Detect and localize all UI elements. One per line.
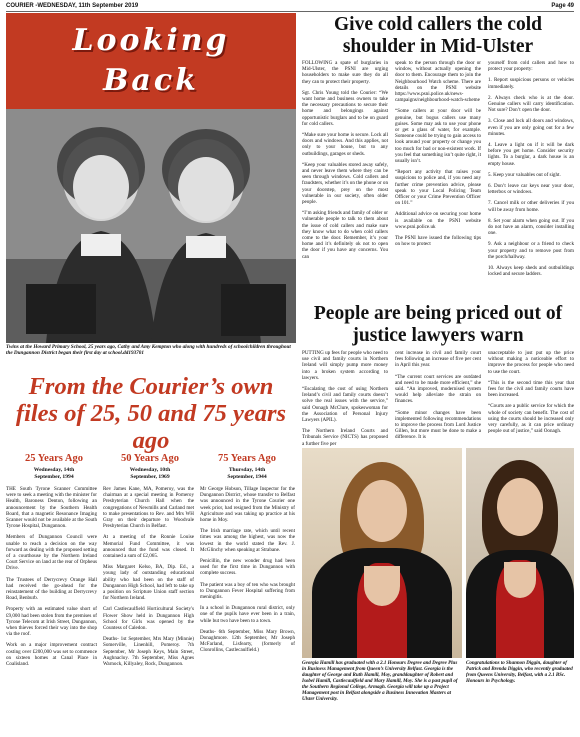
article-paragraph: Mr George Hobson, Tillage Inspector for the Dungannon District, whose transfer to Belfast was announced in the Tyrone Courier one week prior, had resigned from the Ministry of Agriculture and was taking up practice at his home in Moy.	[200, 486, 295, 524]
article-paragraph: “Escalating the cost of using Northern Ireland’s civil and family courts doesn’t solve the real issues with the service,” said Oonagh McClure, spokeswoman for the Association of Personal Injury Lawyers (APIL).	[302, 386, 388, 424]
page-number: Page 49	[551, 3, 574, 9]
page-header	[6, 2, 574, 12]
justice-headline: People are being priced out of justice lawyers warn	[313, 303, 563, 346]
article-paragraph: Carl Castlecaulfield Horticultural Society's Flower Show held in Dungannon High School for Girls was opened by the Countess of Caledon.	[103, 606, 194, 632]
article-paragraph: Members of Dungannon Council were unable to reach a decision on the way forward as dealing with the proposed setting of a courthouse by the Northern Ireland Court Service on land at the rear of Orpheus Drive.	[6, 534, 97, 572]
article-paragraph: “I’m asking friends and family of older or vulnerable people to talk to them about the issue of cold callers and make sure they know what to do when cold callers come to the door. Remember, it’s your home and it’s definitely ok not to open the door if you have any concerns. You can	[302, 210, 388, 260]
article-paragraph: FOLLOWING a spate of burglaries in Mid-Ulster, the PSNI are urging householders to make sure they do all they can to protect their property.	[302, 60, 388, 85]
article-paragraph: unacceptable to just put up the price without making a noticeable effort to improve the process for people who need to use the court.	[488, 350, 574, 375]
date-line-2: September, 1994	[34, 474, 74, 480]
article-paragraph: “Courts are a public service for which the whole of society can benefit. The cost of using the courts should be increased only very carefully, as it can price ordinary people out of justice,” said Oonagh.	[488, 403, 574, 435]
date-line-1: Wednesday, 10th	[129, 467, 171, 473]
twins-photo-image	[6, 109, 296, 343]
year-heading-50: 50 Years Ago	[121, 453, 179, 464]
date-line-1: Thursday, 14th	[228, 467, 266, 473]
article-paragraph: The patient was a boy of ten who was brought to Dungannon Fever Hospital suffering from meningitis.	[200, 581, 295, 601]
justice-column-3	[488, 350, 574, 439]
cold-callers-column-1	[302, 60, 388, 265]
tip-item: 4. Leave a light on if it will be dark before you get home. Consider security lights. To a burglar, a dark house is an empty house.	[488, 142, 574, 167]
banner-word-looking: Looking	[72, 23, 230, 58]
column-50-years	[103, 486, 194, 672]
column-25-years	[6, 486, 97, 672]
article-paragraph: cent increase in civil and family court fees following an increase of five per cent in April this year.	[395, 350, 481, 369]
neck	[504, 562, 536, 598]
article-paragraph: yourself from cold callers and how to protect your property:	[488, 60, 574, 73]
article-paragraph: The PSNI have issued the following tips on how to protect	[395, 235, 481, 248]
cold-callers-column-2	[395, 60, 481, 252]
article-paragraph: Rev James Kane, MA, Pomeroy, was the chairman at a special meeting in Pomeroy Presbyterian Church Hall when the congregations of Newmills and Carland met to make presentations to Rev. and Mrs WH Gray on their departure to Woodvale Presbyterian Church in Belfast.	[103, 486, 194, 530]
header-publication: COURIER -WEDNESDAY, 11th September 2019	[6, 3, 139, 9]
tip-item: 2. Always check who is at the door. Genuine callers will carry identification. Not sure? Don’t open the door.	[488, 94, 574, 114]
article-paragraph: “This is the second time this year that fees for the civil and family courts have been increased.	[488, 379, 574, 399]
article-paragraph: Deaths- 1st September, Mrs Mary (Minnie) Somerville, Linenhill, Pomeroy. 7th September, Mr Joseph Keys, Main Street, Aughnacloy. 7th September, Miss Agnes Warnock, Killyaley, Rock, Dungannon.	[103, 636, 194, 668]
article-paragraph: The Trustees of Derrycrevy Orange Hall had received the go-ahead for the reinstatement of the building at Derrycrevy Road, Benburb.	[6, 576, 97, 602]
year-date-75	[199, 467, 295, 481]
column-75-years	[200, 486, 295, 659]
article-paragraph: “Some callers at your door will be genuine, but bogus callers use many guises. Some may ask to use your phone or get a glass of water, for example. Someone could be trying to gain access to look around your property or change you too much for bad or non-existent work. If you feel that something isn’t quite right, it usually isn’t.	[395, 108, 481, 165]
tip-item: 7. Cancel milk or other deliveries if you will be away from home.	[488, 200, 574, 213]
cold-callers-column-3	[488, 60, 574, 282]
article-paragraph: Work on a major improvement contract costing over £200,000 was set to commence on sixteen homes at Canal Place in Coalisland.	[6, 642, 97, 668]
article-paragraph: At a meeting of the Ronnie Louise Memorial Fund Committee, it was announced that the fund was closed. It contained a sum of £2,065.	[103, 534, 194, 560]
date-line-2: September, 1944	[227, 474, 267, 480]
neck	[364, 566, 400, 606]
looking-back-banner	[6, 13, 296, 109]
article-paragraph: “Keep your valuables stored away safely, and never leave them where they can be seen through windows. Cold callers and fraudsters, whether it’s on the phone or on your doorstep, prey on the most vulnerable in our society, often older people.	[302, 161, 389, 206]
graduate-caption-georgia: Georgia Hamill has graduated with a 2.1 Honours Degree and Degree Plus in Business Management from Queen’s University Belfast. Georgia is the daughter of George and Ruth Hamill, Moy, granddaughter of Robert and Isobel Hamill, Castlecaulfield and Mary Hamill, Moy. She is a past pupil of the Southern Regional College, Armagh. Georgia will take up a Project Management post in Belfast alongside a Business Innovation Masters at Ulster University.	[302, 661, 458, 702]
banner-word-back: Back	[103, 63, 199, 98]
tip-item: 3. Close and lock all doors and windows, even if you are only going out for a few minutes.	[488, 118, 574, 137]
tip-item: 6. Don’t leave car keys near your door, letterbox or windows.	[488, 183, 574, 196]
article-paragraph: Penicillin, the new wonder drug had been used for the first time in Dungannon with complete success.	[200, 558, 295, 577]
article-paragraph: In a school in Dungannon rural district, only one of the pupils have ever been in a train, while but two have been to a town.	[200, 605, 295, 624]
year-heading-25: 25 Years Ago	[25, 453, 83, 464]
article-paragraph: Deaths- 6th September, Miss Mary Brown, Donaghmore. 12th September, Mr Joseph McFarland, Lisfearty, (formerly of Clonrollins, Castlecaulfield.)	[200, 628, 295, 654]
tip-item: 9. Ask a neighbour or a friend to check your property and to remove post from the porch/hallway.	[488, 241, 574, 260]
justice-column-2	[395, 350, 481, 446]
face	[497, 478, 543, 536]
article-paragraph: Additional advice on securing your home is available on the PSNI website www.psni.police.uk	[395, 211, 481, 230]
year-date-50	[102, 467, 198, 481]
article-paragraph: The Northern Ireland Courts and Tribunals Service (NICTS) has proposed a further five per	[302, 428, 388, 447]
date-line-2: September, 1969	[130, 474, 170, 480]
article-paragraph: THE South Tyrone Scanner Committee were to seek a meeting with the minister for Health, Baroness Denton, following an announcement by the Southern Health Board, that a magnetic Resonance Imaging Scanner would not be available at the South Tyrone Hospital, Dungannon.	[6, 486, 97, 530]
article-paragraph: The Irish marriage rate, which until recent times was among the highest, was now the lowest in the world stated the Rev. J. McGlinchy when speaking at Strabane.	[200, 528, 295, 553]
article-paragraph: Property with an estimated value short of £9,000 had been stolen from the premises of Tyrone Telecom at Irish Street, Dungannon, when thieves forced their way into the shop via the roof.	[6, 606, 97, 638]
article-paragraph: Miss Margaret Kelso, BA, Dip. Ed., a young lady of outstanding educational ability who had been on the staff of Dungannon High School, had left to take up a position on Scripture Union staff section for Northern Ireland.	[103, 564, 194, 602]
year-date-25	[6, 467, 102, 481]
year-heading-75: 75 Years Ago	[218, 453, 276, 464]
article-paragraph: “Some minor changes have been implemented following recommendations to improve the process from Lord Justice Gillen, but more must be done to make a difference. It is	[395, 409, 481, 441]
cold-callers-headline: Give cold callers the cold shoulder in Mid-Ulster	[334, 14, 542, 57]
justice-column-1	[302, 350, 388, 452]
graduate-caption-shannon: Congratulations to Shannon Diggin, daughter of Patrick and Brenda Diggin, who recently graduated from Queens University, Belfast, with a 2.1 BSc. Honours in Psychology.	[466, 661, 573, 684]
tip-item: 5. Keep your valuables out of sight.	[488, 171, 561, 178]
article-paragraph: speak to the person through the door or window, without actually opening the door to them. Encourage them to join the Neighbourhood Watch scheme. There are details on the PSNI website https://www.psni.police.uk/news-campaigns/neighbourhood-watch-scheme	[395, 60, 481, 104]
face	[357, 480, 407, 542]
article-paragraph: “Report any activity that raises your suspicions to police and, if you need any further crime prevention advice, please speak to your Local Policing Team Officer or your Crime Prevention Officer on 101.”	[395, 169, 481, 207]
twins-photo	[6, 109, 296, 343]
files-headline: From the Courier’s own files of 25, 50 and 75 years ago	[15, 373, 287, 454]
date-line-1: Wednesday, 14th	[33, 467, 75, 473]
graduate-photo-shannon	[466, 448, 574, 658]
tip-item: 10. Always keep sheds and outbuildings locked and secure ladders.	[488, 265, 574, 278]
article-paragraph: “Make sure your home is secure. Lock all doors and windows. And this applies, not only to your house, but to any outbuildings, garages or sheds.	[302, 132, 388, 157]
tip-item: 1. Report suspicious persons or vehicles immediately.	[488, 77, 574, 90]
graduate-photo-georgia	[302, 448, 462, 658]
article-paragraph: “The current court services are outdated and need to be made more efficient,” she said. “An improved, modernised system would help alleviate the strain on finances.	[395, 373, 481, 405]
tip-item: 8. Set your alarm when going out. If you do not have an alarm, consider installing one.	[488, 217, 574, 237]
article-paragraph: PUTTING up fees for people who need to use civil and family courts in Northern Ireland will simply pump more money into a broken system according to lawyers.	[302, 350, 388, 381]
twins-photo-caption: Twins at the Howard Primary School, 25 years ago, Cathy and Amy Kempton who along with hundreds of schoolchildren throughout the Dungannon District began their first day at school.dd193701	[6, 344, 291, 356]
article-paragraph: Sgt. Chris Young told the Courier: “We want home and business owners to take the necessary precautions to secure their home and belongings against opportunistic burglars and to be on guard for cold callers.	[302, 89, 388, 127]
